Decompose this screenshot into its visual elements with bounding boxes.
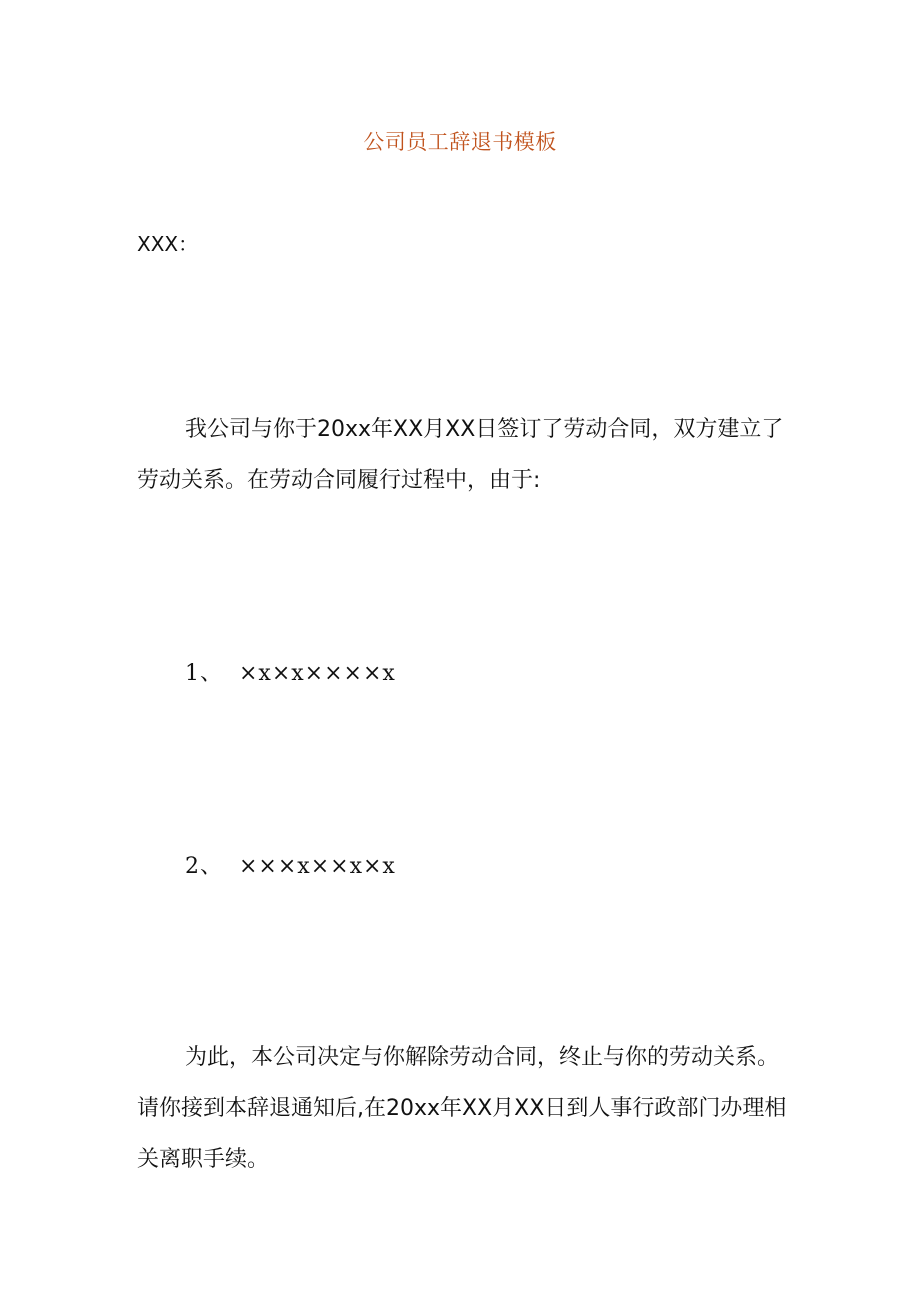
list-item — [185, 656, 396, 687]
salutation: XXX： — [137, 232, 199, 256]
paragraph-contract: 我公司与你于20xx年XX月XX日签订了劳动合同，双方建立了劳动关系。在劳动合同履行过程中，由于: — [137, 417, 784, 493]
list-item — [185, 849, 396, 880]
document-title: 公司员工辞退书模板 — [363, 130, 557, 154]
list-item-text: ×××x××x×x — [239, 854, 396, 879]
list-item-number: 2、 — [185, 854, 223, 879]
paragraph-termination: 为此，本公司决定与你解除劳动合同，终止与你的劳动关系。请你接到本辞退通知后,在20xx年XX月XX日到人事行政部门办理相关离职手续。 — [137, 1045, 787, 1172]
list-item-number: 1、 — [185, 661, 223, 686]
list-item-text: ×x×x××××x — [239, 661, 396, 686]
